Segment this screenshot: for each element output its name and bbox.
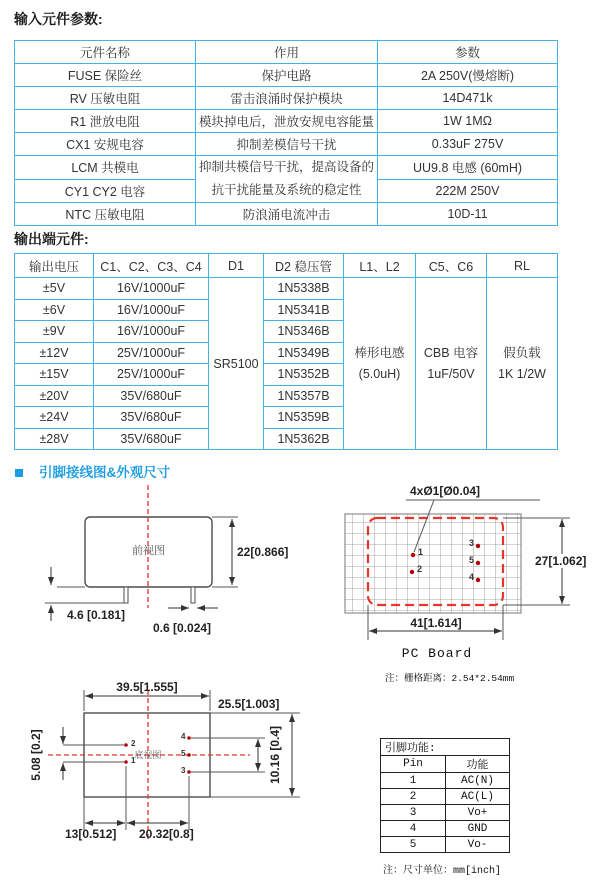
pcb-pin-5-label: 5 xyxy=(469,555,475,565)
col-header-name: 元件名称 xyxy=(15,41,196,64)
cell-function: 模块掉电后，泄放安规电容能量 xyxy=(196,110,378,133)
cell-function: AC(L) xyxy=(446,789,510,805)
cell-inductor-merged xyxy=(344,278,416,450)
cell-voltage: ±12V xyxy=(15,342,94,364)
grid-pitch-note: 注：栅格距离：2.54*2.54mm xyxy=(385,673,515,684)
dim-board-height: 27[1.062] xyxy=(535,554,587,568)
cell-caps: 16V/1000uF xyxy=(94,299,209,321)
cell-voltage: ±6V xyxy=(15,299,94,321)
table-row xyxy=(15,156,558,180)
dim-bottom-right: 20.32[0.8] xyxy=(139,827,194,841)
cell-function: Vo+ xyxy=(446,805,510,821)
pcb-pin-4-label: 4 xyxy=(469,572,475,582)
cell-pin: 4 xyxy=(381,821,446,837)
table-row xyxy=(15,87,558,110)
cell-function: 雷击浪涌时保护模块 xyxy=(196,87,378,110)
cell-param: 1W 1MΩ xyxy=(378,110,558,133)
col-header-param: 参数 xyxy=(378,41,558,64)
table-row xyxy=(381,805,510,821)
bottom-view-drawing xyxy=(48,690,300,840)
dim-pin-pitch-right: 10.16 [0.4] xyxy=(268,725,282,785)
cell-voltage: ±24V xyxy=(15,407,94,429)
pcb-pin-2-label: 2 xyxy=(417,564,423,574)
cell-d2: 1N5346B xyxy=(264,321,344,343)
cell-name: CY1 CY2 电容 xyxy=(15,179,196,203)
col-header-function: 作用 xyxy=(196,41,378,64)
merged-line-2: 1K 1/2W xyxy=(498,366,546,381)
bottom-pin-3-label: 3 xyxy=(181,766,186,775)
cell-d2: 1N5349B xyxy=(264,342,344,364)
output-components-table xyxy=(14,253,558,450)
col-header-pin: Pin xyxy=(381,756,446,773)
cell-param: 0.33uF 275V xyxy=(378,133,558,156)
cell-name: LCM 共模电 xyxy=(15,156,196,180)
col-header-inductors: L1、L2 xyxy=(344,254,416,278)
bottom-view-label: 底视图 xyxy=(134,750,162,760)
cell-function: 抑制差模信号干扰 xyxy=(196,133,378,156)
cell-name: FUSE 保险丝 xyxy=(15,64,196,87)
cell-pin: 1 xyxy=(381,773,446,789)
merged-line-1: 棒形电感 xyxy=(354,345,405,360)
col-header-c56: C5、C6 xyxy=(416,254,487,278)
cell-rl-merged xyxy=(487,278,558,450)
table-row xyxy=(381,789,510,805)
cell-d1-merged: SR5100 xyxy=(209,278,264,450)
cell-d2: 1N5362B xyxy=(264,428,344,450)
table-row xyxy=(15,278,558,300)
cell-voltage: ±9V xyxy=(15,321,94,343)
table-row xyxy=(15,133,558,156)
cell-caps: 16V/1000uF xyxy=(94,321,209,343)
cell-voltage: ±15V xyxy=(15,364,94,386)
dimension-drawings-area xyxy=(0,478,600,885)
bottom-pin-2-label: 2 xyxy=(131,739,136,748)
cell-param: 222M 250V xyxy=(378,179,558,203)
col-header-caps: C1、C2、C3、C4 xyxy=(94,254,209,278)
table-header-row xyxy=(381,756,510,773)
cell-caps: 25V/1000uF xyxy=(94,342,209,364)
cell-name: NTC 压敏电阻 xyxy=(15,203,196,226)
cell-caps: 35V/680uF xyxy=(94,385,209,407)
merged-line-2: 抗干扰能量及系统的稳定性 xyxy=(211,183,362,197)
cell-pin: 5 xyxy=(381,837,446,853)
bottom-pin-1-label: 1 xyxy=(131,756,136,765)
hole-diameter-label: 4xØ1[Ø0.04] xyxy=(410,484,481,498)
table-title-row xyxy=(381,739,510,756)
dim-pin-width: 0.6 [0.024] xyxy=(153,621,212,635)
bottom-pin-5-label: 5 xyxy=(181,749,186,758)
pin-table-title: 引脚功能: xyxy=(381,739,510,756)
cell-caps: 35V/680uF xyxy=(94,407,209,429)
pinout-section-title: 引脚接线图&外观尺寸 xyxy=(39,465,171,480)
cell-voltage: ±20V xyxy=(15,385,94,407)
cell-caps: 16V/1000uF xyxy=(94,278,209,300)
dim-module-height: 22[0.866] xyxy=(237,545,289,559)
merged-line-1: 假负载 xyxy=(503,345,541,360)
cell-c56-merged xyxy=(416,278,487,450)
dim-body-width: 39.5[1.555] xyxy=(116,680,178,694)
table-row xyxy=(381,821,510,837)
pcb-pin-3-label: 3 xyxy=(469,538,475,548)
cell-pin: 2 xyxy=(381,789,446,805)
dim-board-width: 41[1.614] xyxy=(410,616,462,630)
cell-param: 2A 250V(慢熔断) xyxy=(378,64,558,87)
cell-voltage: ±5V xyxy=(15,278,94,300)
cell-d2: 1N5357B xyxy=(264,385,344,407)
cell-param: 14D471k xyxy=(378,87,558,110)
front-view-label: 前视图 xyxy=(132,545,165,557)
dim-bottom-left: 13[0.512] xyxy=(65,827,117,841)
bullet-square-icon xyxy=(15,469,23,477)
cell-d2: 1N5352B xyxy=(264,364,344,386)
table-row xyxy=(15,64,558,87)
merged-line-2: 1uF/50V xyxy=(427,366,475,381)
table-header-row xyxy=(15,41,558,64)
units-note: 注：尺寸单位：mm[inch] xyxy=(383,866,502,877)
cell-function: Vo- xyxy=(446,837,510,853)
cell-function: 保护电路 xyxy=(196,64,378,87)
col-header-d2: D2 稳压管 xyxy=(264,254,344,278)
table-row xyxy=(15,203,558,226)
cell-d2: 1N5341B xyxy=(264,299,344,321)
cell-voltage: ±28V xyxy=(15,428,94,450)
dim-pin-length: 4.6 [0.181] xyxy=(67,608,126,622)
pc-board-caption: PC Board xyxy=(401,646,473,661)
table-row xyxy=(381,837,510,853)
cell-function-merged xyxy=(196,156,378,203)
cell-function: GND xyxy=(446,821,510,837)
col-header-function: 功能 xyxy=(446,756,510,773)
dim-pin-pitch-left: 5.08 [0.2] xyxy=(29,729,43,781)
cell-d2: 1N5338B xyxy=(264,278,344,300)
col-header-rl: RL xyxy=(487,254,558,278)
cell-caps: 35V/680uF xyxy=(94,428,209,450)
cell-d2: 1N5359B xyxy=(264,407,344,429)
pcb-pin-1-label: 1 xyxy=(418,547,424,557)
col-header-d1: D1 xyxy=(209,254,264,278)
table-row xyxy=(15,110,558,133)
col-header-voltage: 输出电压 xyxy=(15,254,94,278)
cell-name: RV 压敏电阻 xyxy=(15,87,196,110)
table-header-row xyxy=(15,254,558,278)
cell-name: R1 泄放电阻 xyxy=(15,110,196,133)
cell-pin: 3 xyxy=(381,805,446,821)
bottom-pin-4-label: 4 xyxy=(181,732,186,741)
cell-caps: 25V/1000uF xyxy=(94,364,209,386)
input-params-title: 输入元件参数: xyxy=(14,11,103,27)
cell-param: 10D-11 xyxy=(378,203,558,226)
table-row xyxy=(381,773,510,789)
merged-line-1: CBB 电容 xyxy=(423,345,479,360)
pin-function-table xyxy=(380,738,510,853)
cell-param: UU9.8 电感 (60mH) xyxy=(378,156,558,180)
merged-line-1: 抑制共模信号干扰，提高设备的 xyxy=(198,160,374,174)
cell-name: CX1 安规电容 xyxy=(15,133,196,156)
merged-line-2: (5.0uH) xyxy=(358,366,401,381)
cell-function: 防浪涌电流冲击 xyxy=(196,203,378,226)
input-components-table xyxy=(14,40,558,226)
dim-body-depth: 25.5[1.003] xyxy=(218,697,280,711)
output-components-title: 输出端元件: xyxy=(14,231,89,247)
cell-function: AC(N) xyxy=(446,773,510,789)
